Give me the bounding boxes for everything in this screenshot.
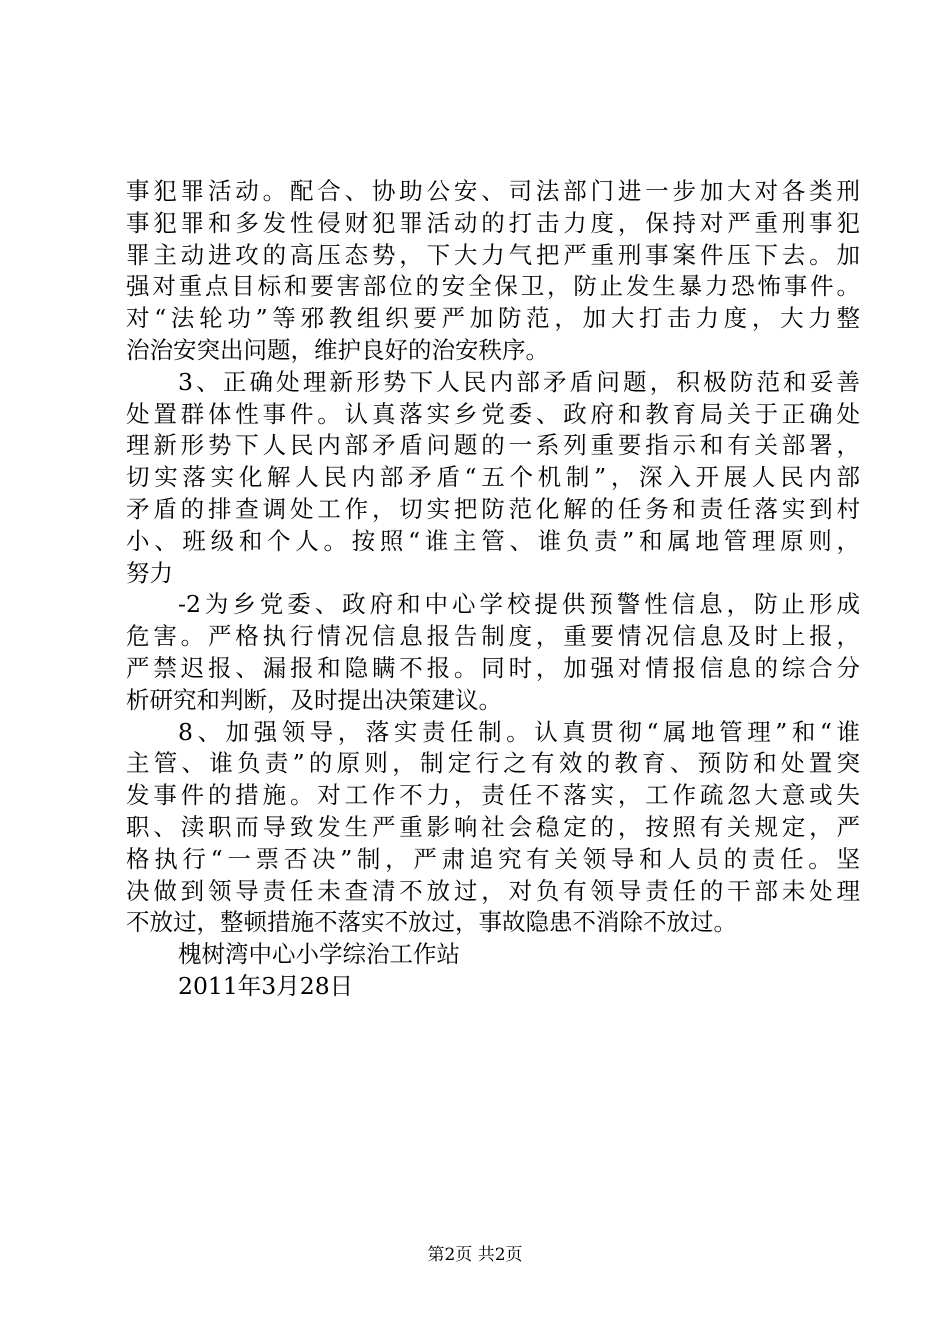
date-line: 2011年3月28日 (178, 972, 354, 1000)
text-line-6: 治治安突出问题，维护良好的治安秩序。 (126, 335, 549, 364)
page-number: 第2页 共2页 (427, 1245, 523, 1265)
text-line-14: -2为乡党委、政府和中心学校提供预警性信息，防止形成 (178, 590, 860, 619)
text-line-20: 发事件的措施。对工作不力，责任不落实，工作疏忽大意或失 (126, 781, 860, 810)
text-line-2: 事犯罪和多发性侵财犯罪活动的打击力度，保持对严重刑事犯 (126, 208, 860, 237)
text-line-13: 努力 (126, 558, 173, 587)
text-line-3: 罪主动进攻的高压态势，下大力气把严重刑事案件压下去。加 (126, 240, 860, 269)
text-line-10: 切实落实化解人民内部矛盾“五个机制”，深入开展人民内部 (126, 463, 860, 492)
signature-line: 槐树湾中心小学综治工作站 (178, 940, 460, 968)
text-line-4: 强对重点目标和要害部位的安全保卫，防止发生暴力恐怖事件。 (126, 272, 860, 301)
text-line-15: 危害。严格执行情况信息报告制度，重要情况信息及时上报， (126, 622, 860, 651)
text-line-8: 处置群体性事件。认真落实乡党委、政府和教育局关于正确处 (126, 399, 860, 428)
text-line-23: 决做到领导责任未查清不放过，对负有领导责任的干部未处理 (126, 876, 860, 905)
text-line-12: 小、班级和个人。按照“谁主管、谁负责”和属地管理原则， (126, 526, 860, 555)
text-line-5: 对“法轮功”等邪教组织要严加防范，加大打击力度，大力整 (126, 304, 860, 333)
text-line-17: 析研究和判断，及时提出决策建议。 (126, 685, 502, 714)
text-line-7: 3、正确处理新形势下人民内部矛盾问题，积极防范和妥善 (178, 367, 860, 396)
text-line-21: 职、渎职而导致发生严重影响社会稳定的，按照有关规定，严 (126, 812, 860, 841)
text-line-24: 不放过，整顿措施不落实不放过，事故隐患不消除不放过。 (126, 908, 737, 937)
text-line-11: 矛盾的排查调处工作，切实把防范化解的任务和责任落实到村 (126, 494, 860, 523)
body-text (126, 176, 860, 939)
text-line-1: 事犯罪活动。配合、协助公安、司法部门进一步加大对各类刑 (126, 177, 860, 205)
text-line-9: 理新形势下人民内部矛盾问题的一系列重要指示和有关部署， (126, 431, 860, 460)
text-line-16: 严禁迟报、漏报和隐瞒不报。同时，加强对情报信息的综合分 (126, 653, 860, 682)
text-line-19: 主管、谁负责”的原则，制定行之有效的教育、预防和处置突 (126, 749, 860, 778)
text-line-22: 格执行“一票否决”制，严肃追究有关领导和人员的责任。坚 (126, 844, 860, 873)
text-line-18: 8、加强领导，落实责任制。认真贯彻“属地管理”和“谁 (178, 717, 860, 746)
